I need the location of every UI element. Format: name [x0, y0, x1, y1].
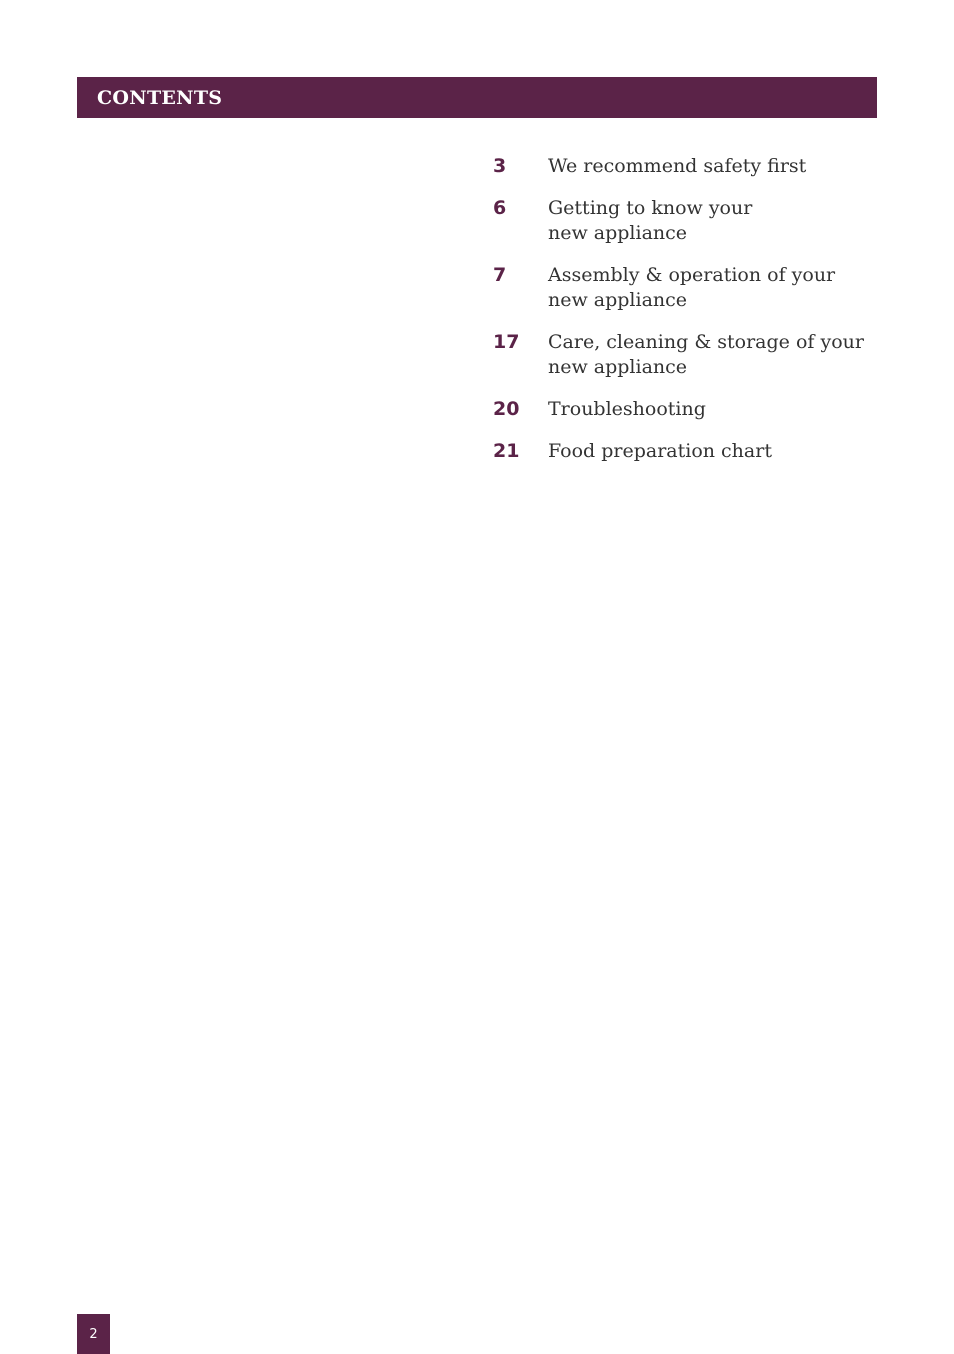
toc-entry-safety[interactable]	[493, 154, 873, 179]
toc-entry-title: Food preparation chart	[548, 440, 772, 462]
toc-entry-care-cleaning[interactable]	[493, 330, 873, 380]
table-of-contents	[493, 154, 873, 481]
toc-page-number: 17	[493, 331, 520, 353]
page-title: CONTENTS	[97, 87, 223, 109]
contents-header-bar	[77, 77, 877, 118]
toc-entry-assembly-operation[interactable]	[493, 263, 873, 313]
toc-page-number: 6	[493, 197, 507, 219]
toc-entry-troubleshooting[interactable]	[493, 397, 873, 422]
toc-entry-title: Getting to know your new appliance	[548, 197, 753, 244]
toc-entry-title: Troubleshooting	[548, 398, 706, 420]
toc-page-number: 3	[493, 155, 507, 177]
toc-page-number: 7	[493, 264, 507, 286]
toc-page-number: 20	[493, 398, 520, 420]
toc-entry-getting-to-know[interactable]	[493, 196, 873, 246]
page-number: 2	[89, 1326, 98, 1342]
page-number-badge	[77, 1314, 110, 1354]
toc-entry-title: We recommend safety first	[548, 155, 807, 177]
toc-entry-food-chart[interactable]	[493, 439, 873, 464]
toc-page-number: 21	[493, 440, 520, 462]
toc-entry-title: Assembly & operation of your new appliance	[548, 264, 836, 311]
toc-entry-title: Care, cleaning & storage of your new appliance	[548, 331, 864, 378]
